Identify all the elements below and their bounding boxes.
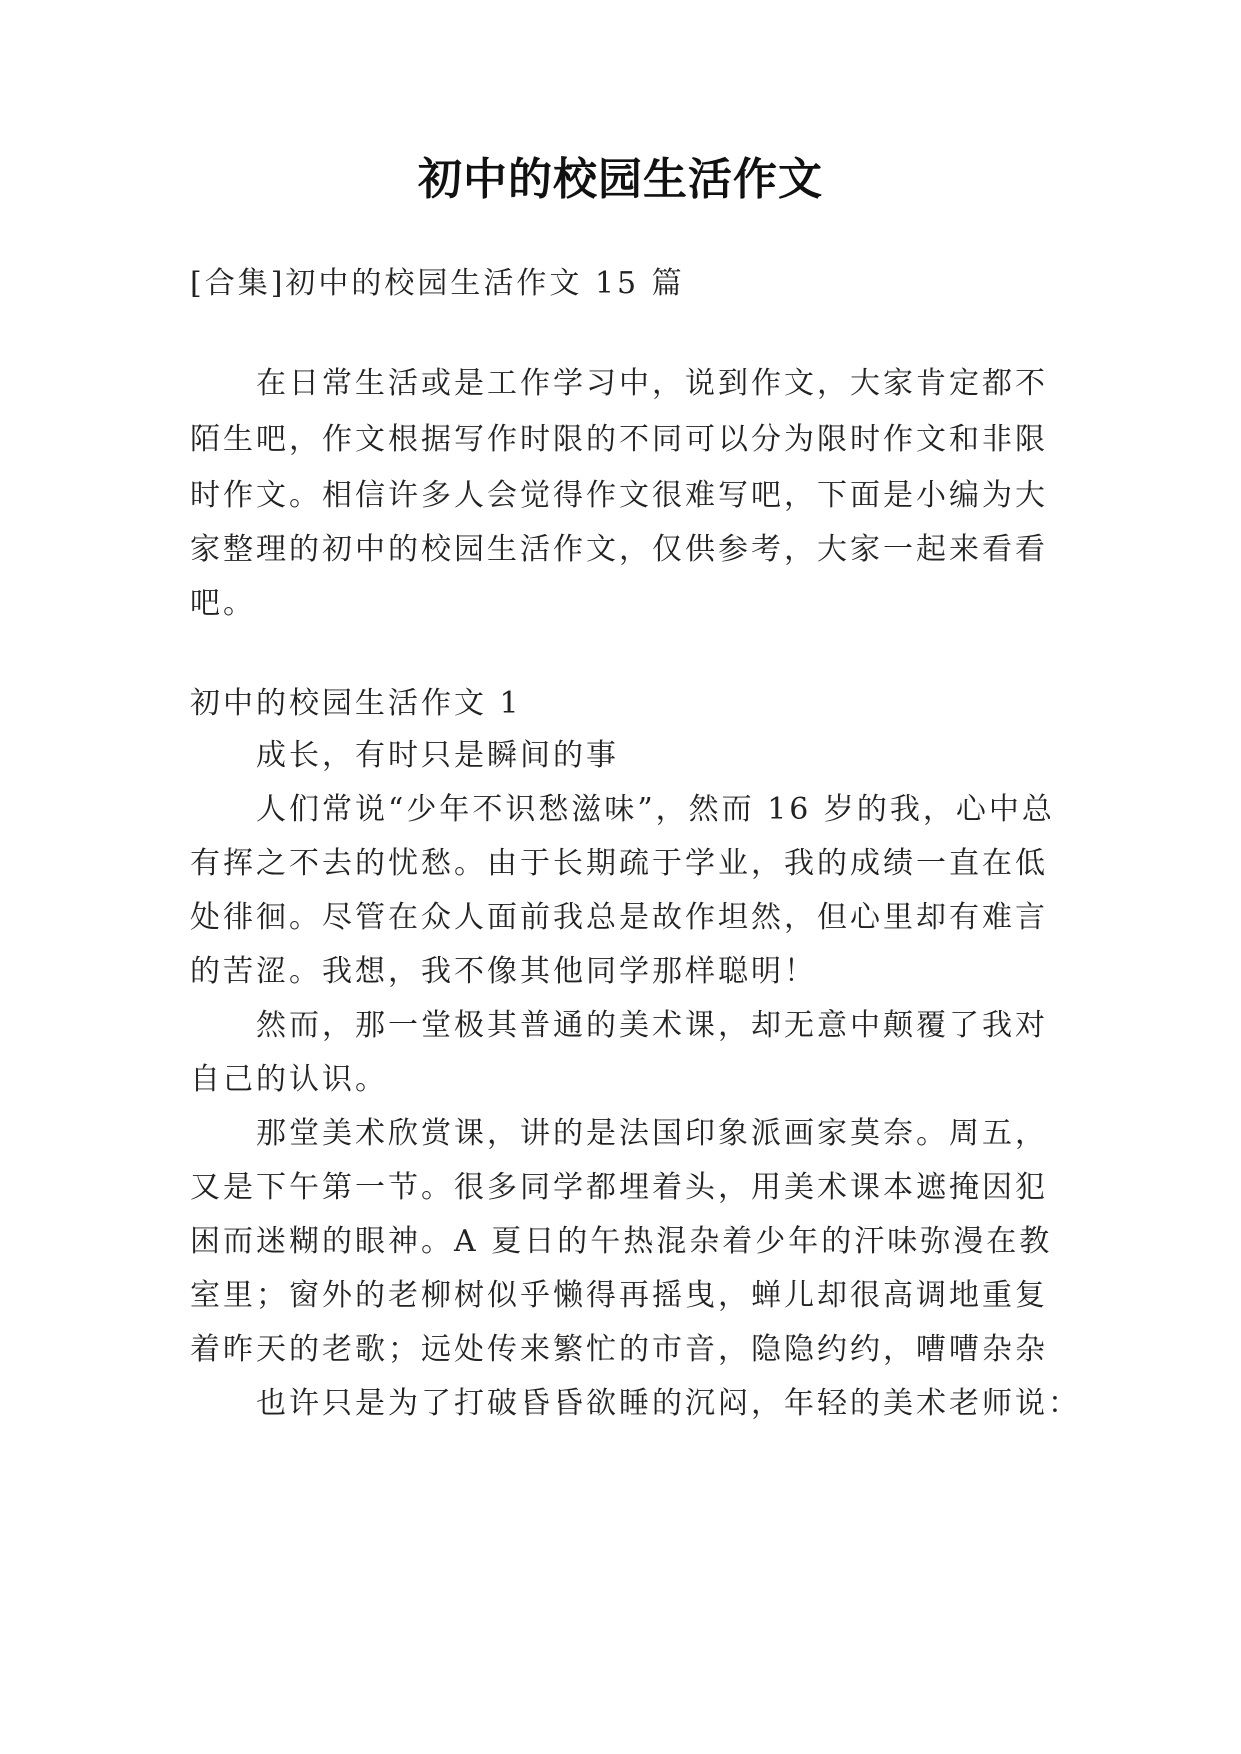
paragraph-line: 室里；窗外的老柳树似乎懒得再摇曳，蝉儿却很高调地重复	[190, 1278, 1048, 1313]
paragraph-line: 的苦涩。我想，我不像其他同学那样聪明！	[190, 954, 817, 989]
paragraph-line: 吧。	[190, 586, 256, 621]
paragraph-line: 又是下午第一节。很多同学都埋着头，用美术课本遮掩因犯	[190, 1170, 1048, 1205]
paragraph-line: 处徘徊。尽管在众人面前我总是故作坦然，但心里却有难言	[190, 900, 1048, 935]
paragraph-line: 自己的认识。	[190, 1062, 388, 1097]
essay-subtitle: 成长，有时只是瞬间的事	[256, 738, 619, 773]
section-heading: 初中的校园生活作文 1	[190, 686, 522, 721]
document-title: 初中的校园生活作文	[418, 154, 823, 205]
paragraph-line: 然而，那一堂极其普通的美术课，却无意中颠覆了我对	[256, 1008, 1048, 1043]
paragraph-line: 困而迷糊的眼神。A 夏日的午热混杂着少年的汗味弥漫在教	[190, 1224, 1053, 1259]
paragraph-line: 那堂美术欣赏课，讲的是法国印象派画家莫奈。周五，	[256, 1116, 1048, 1151]
paragraph-line: 也许只是为了打破昏昏欲睡的沉闷，年轻的美术老师说：	[256, 1386, 1081, 1421]
paragraph-line: 时作文。相信许多人会觉得作文很难写吧，下面是小编为大	[190, 478, 1048, 513]
paragraph-line: 人们常说“少年不识愁滋味”，然而 16 岁的我，心中总	[256, 792, 1055, 827]
paragraph-line: 家整理的初中的校园生活作文，仅供参考，大家一起来看看	[190, 532, 1048, 567]
paragraph-line: 陌生吧，作文根据写作时限的不同可以分为限时作文和非限	[190, 422, 1048, 457]
paragraph-line: 在日常生活或是工作学习中，说到作文，大家肯定都不	[256, 366, 1048, 401]
paragraph-line: 着昨天的老歌；远处传来繁忙的市音，隐隐约约，嘈嘈杂杂	[190, 1332, 1048, 1367]
document-subtitle: [合集]初中的校园生活作文 15 篇	[190, 266, 685, 301]
paragraph-line: 有挥之不去的忧愁。由于长期疏于学业，我的成绩一直在低	[190, 846, 1048, 881]
